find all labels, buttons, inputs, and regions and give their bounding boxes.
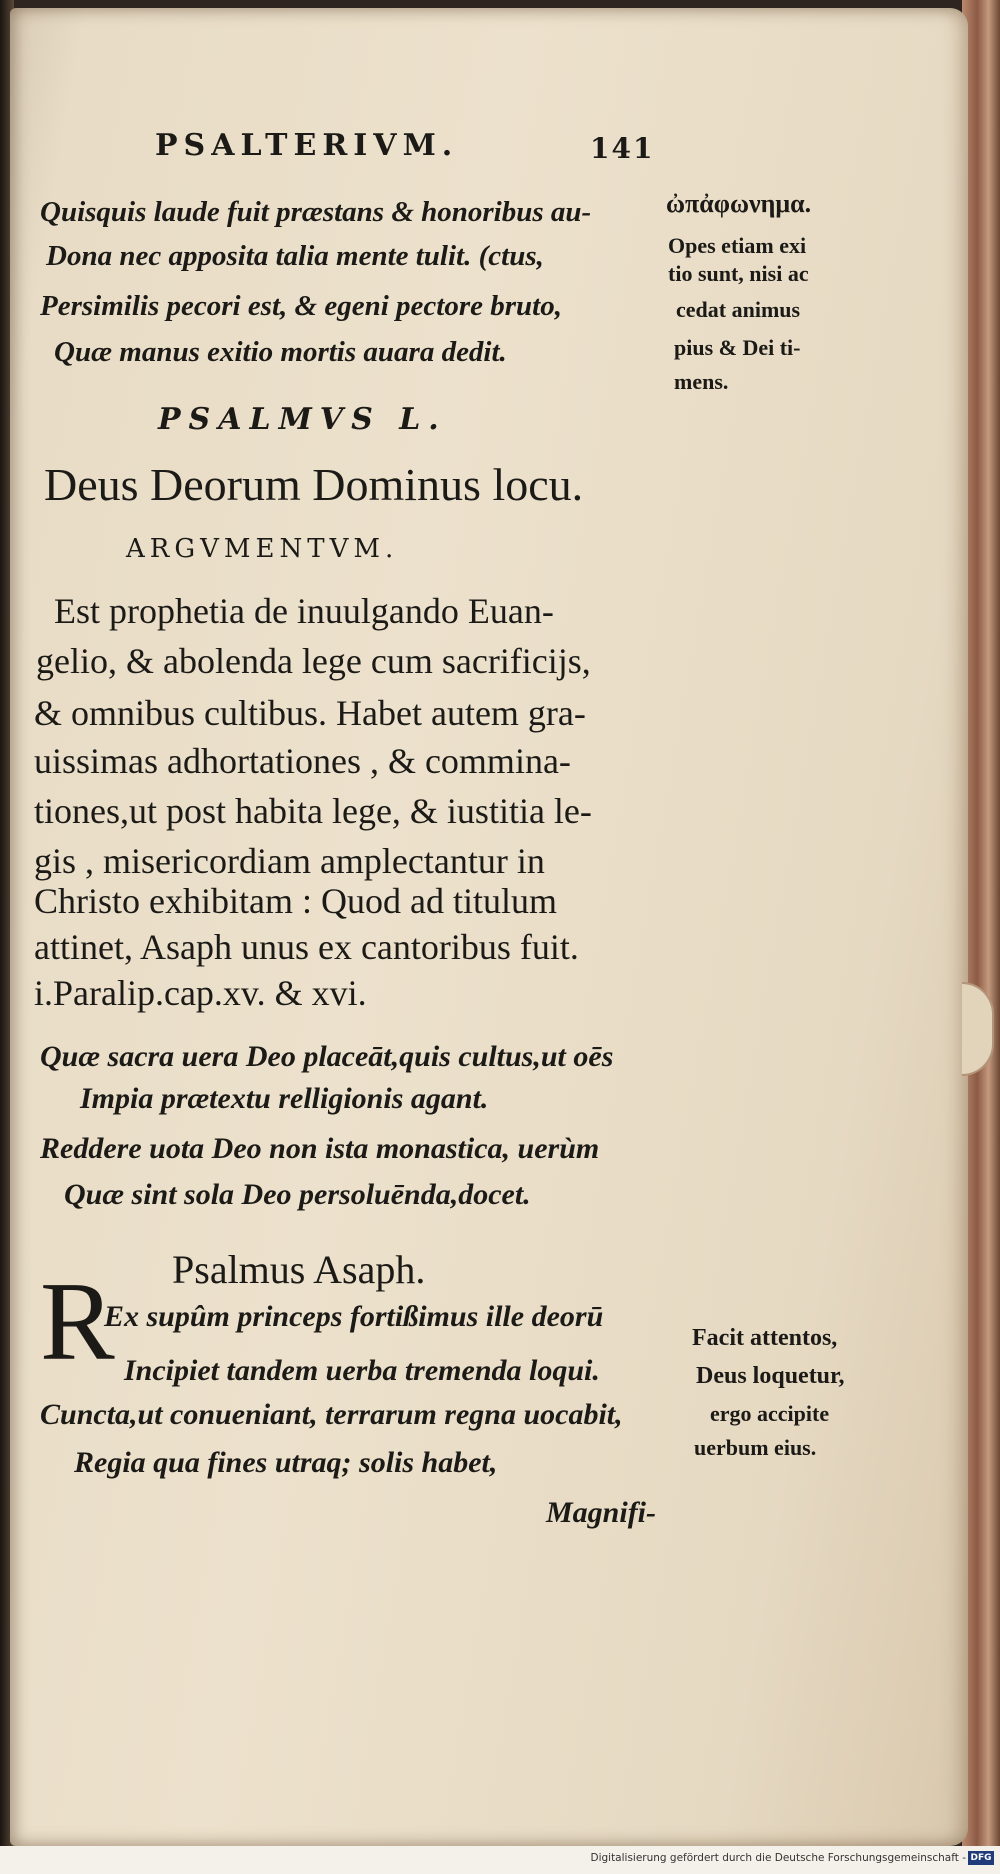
argument-line-5: tiones,ut post habita lege, & iustitia le- xyxy=(34,791,592,831)
argument-heading: ARGVMENTVM. xyxy=(126,534,399,564)
psalm-title: Psalmus Asaph. xyxy=(172,1247,426,1292)
summary-line-3: Reddere uota Deo non ista monastica, uerùm xyxy=(40,1132,600,1165)
argument-line-7: Christo exhibitam : Quod ad titulum xyxy=(34,881,557,921)
prev-line-3: Persimilis pecori est, & egeni pectore bruto, xyxy=(40,290,562,322)
margin-note-2-line-3: ergo accipite xyxy=(710,1401,830,1426)
summary-line-1: Quæ sacra uera Deo placeāt,quis cultus,ut oēs xyxy=(40,1040,614,1073)
summary-line-2: Impia prætextu relligionis agant. xyxy=(80,1082,489,1115)
prev-line-2: Dona nec apposita talia mente tulit. (ctus, xyxy=(46,240,544,272)
prev-line-4: Quæ manus exitio mortis auara dedit. xyxy=(54,336,507,368)
digitization-credit: Digitalisierung gefördert durch die Deutsche Forschungsgemeinschaft - xyxy=(590,1852,966,1864)
margin-note-1-line-5: mens. xyxy=(674,369,729,394)
verse-line-3: Cuncta,ut conueniant, terrarum regna uocabit, xyxy=(40,1398,623,1431)
argument-line-2: gelio, & abolenda lege cum sacrificijs, xyxy=(36,641,591,681)
argument-line-3: & omnibus cultibus. Habet autem gra- xyxy=(34,693,586,733)
psalm-heading: PSALMVS L. xyxy=(158,402,447,437)
psalm-incipit: Deus Deorum Dominus locu. xyxy=(44,459,584,510)
margin-note-1-line-1: Opes etiam exi xyxy=(668,233,807,258)
margin-note-1-line-4: pius & Dei ti- xyxy=(674,335,801,360)
verse-line-4: Regia qua fines utraq; solis habet, xyxy=(74,1446,498,1479)
verse-line-2: Incipiet tandem uerba tremenda loqui. xyxy=(124,1354,600,1387)
argument-line-9: i.Paralip.cap.xv. & xvi. xyxy=(34,973,367,1013)
verse-line-1: Ex supûm princeps fortißimus ille deorū xyxy=(104,1300,604,1333)
margin-note-2-line-1: Facit attentos, xyxy=(692,1325,838,1351)
dfg-logo: DFG xyxy=(968,1851,994,1865)
margin-note-2-line-4: uerbum eius. xyxy=(694,1435,817,1460)
prev-line-1: Quisquis laude fuit præstans & honoribus au- xyxy=(40,196,592,228)
margin-note-1-line-2: tio sunt, nisi ac xyxy=(668,261,809,286)
argument-line-8: attinet, Asaph unus ex cantoribus fuit. xyxy=(34,927,579,967)
margin-note-1-line-3: cedat animus xyxy=(676,297,801,322)
initial-letter: R xyxy=(40,1260,115,1384)
summary-line-4: Quæ sint sola Deo persoluēnda,docet. xyxy=(64,1178,531,1211)
argument-line-6: gis , misericordiam amplectantur in xyxy=(34,841,545,881)
margin-greek: ὠπἀφωνημα. xyxy=(666,189,812,218)
margin-note-2-line-2: Deus loquetur, xyxy=(696,1363,845,1389)
running-title: PSALTERIVM. xyxy=(155,128,459,163)
catchword: Magnifi- xyxy=(546,1496,657,1529)
page-number: 141 xyxy=(590,132,655,165)
argument-line-4: uissimas adhortationes , & commina- xyxy=(34,741,571,781)
argument-line-1: Est prophetia de inuulgando Euan- xyxy=(54,591,554,631)
